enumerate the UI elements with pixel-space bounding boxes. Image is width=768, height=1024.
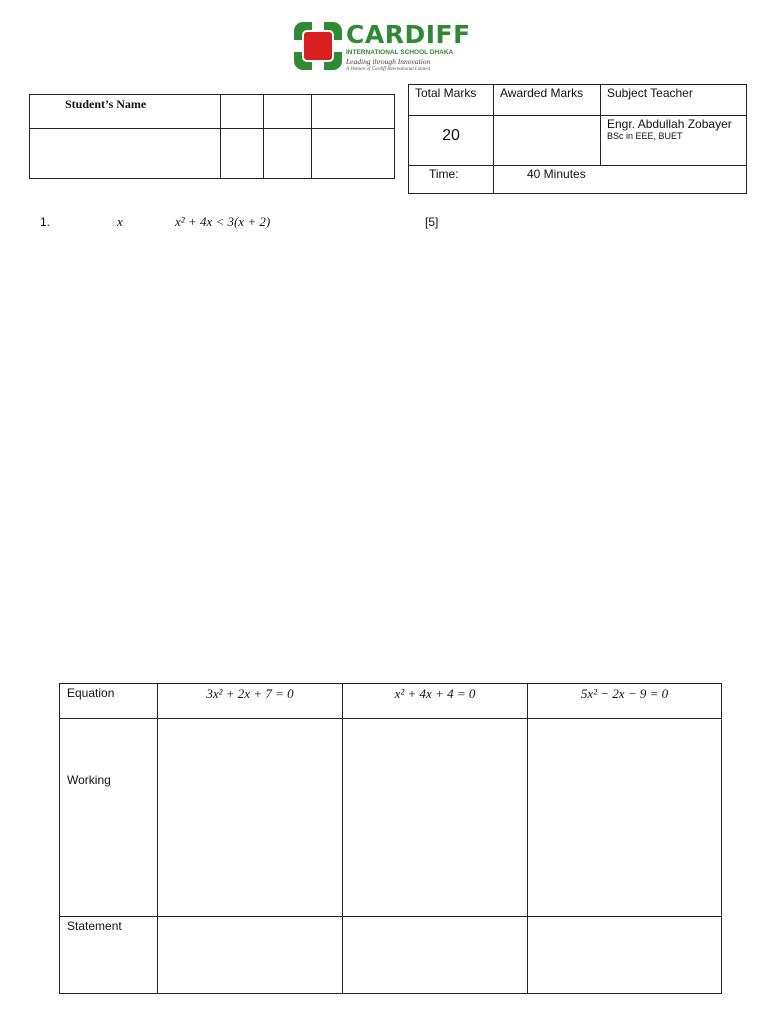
student-name-field[interactable] xyxy=(30,129,221,179)
working-cell[interactable] xyxy=(158,719,343,917)
row-label-equation: Equation xyxy=(67,686,115,700)
student-blank-cell xyxy=(312,95,395,129)
subject-teacher-label: Subject Teacher xyxy=(607,86,693,100)
logo-venture: A Venture of Cardiff International Limited xyxy=(346,67,431,72)
statement-cell[interactable] xyxy=(158,917,343,994)
student-name-header xyxy=(30,95,221,129)
cardiff-emblem-icon xyxy=(292,20,344,72)
student-blank-cell[interactable] xyxy=(221,129,264,179)
equation-cell: x² + 4x + 4 = 0 xyxy=(394,686,476,701)
logo-brand: CARDIFF xyxy=(346,20,471,49)
working-cell[interactable] xyxy=(343,719,528,917)
equation-table xyxy=(59,683,722,994)
question-number: 1. xyxy=(40,215,51,229)
awarded-marks-field[interactable] xyxy=(494,116,601,166)
equation-cell: 5x² − 2x − 9 = 0 xyxy=(580,686,669,701)
student-blank-cell xyxy=(221,95,264,129)
question-marks: [5] xyxy=(425,215,439,229)
teacher-degree: BSc in EEE, BUET xyxy=(607,131,683,141)
student-blank-cell[interactable] xyxy=(264,129,312,179)
awarded-marks-label: Awarded Marks xyxy=(500,86,584,100)
equation-cell: 3x² + 2x + 7 = 0 xyxy=(206,686,294,701)
total-marks-value: 20 xyxy=(442,127,460,144)
student-info-table xyxy=(29,94,395,179)
marks-table xyxy=(408,84,747,194)
student-blank-cell[interactable] xyxy=(312,129,395,179)
working-cell[interactable] xyxy=(528,719,722,917)
logo-subtitle: INTERNATIONAL SCHOOL DHAKA xyxy=(346,49,454,56)
total-marks-label: Total Marks xyxy=(415,86,477,100)
time-value: 40 Minutes xyxy=(527,167,586,181)
time-label: Time: xyxy=(429,167,459,181)
logo-tagline: Leading through Innovation xyxy=(346,57,431,66)
row-label-statement: Statement xyxy=(67,919,122,933)
student-blank-cell xyxy=(264,95,312,129)
teacher-name: Engr. Abdullah Zobayer xyxy=(607,117,732,131)
school-logo xyxy=(292,20,471,76)
row-label-working: Working xyxy=(67,773,111,787)
statement-cell[interactable] xyxy=(343,917,528,994)
question-inequality: x² + 4x < 3(x + 2) xyxy=(175,214,271,229)
statement-cell[interactable] xyxy=(528,917,722,994)
question-variable: x xyxy=(117,214,123,229)
student-name-label: Student’s Name xyxy=(65,97,147,111)
